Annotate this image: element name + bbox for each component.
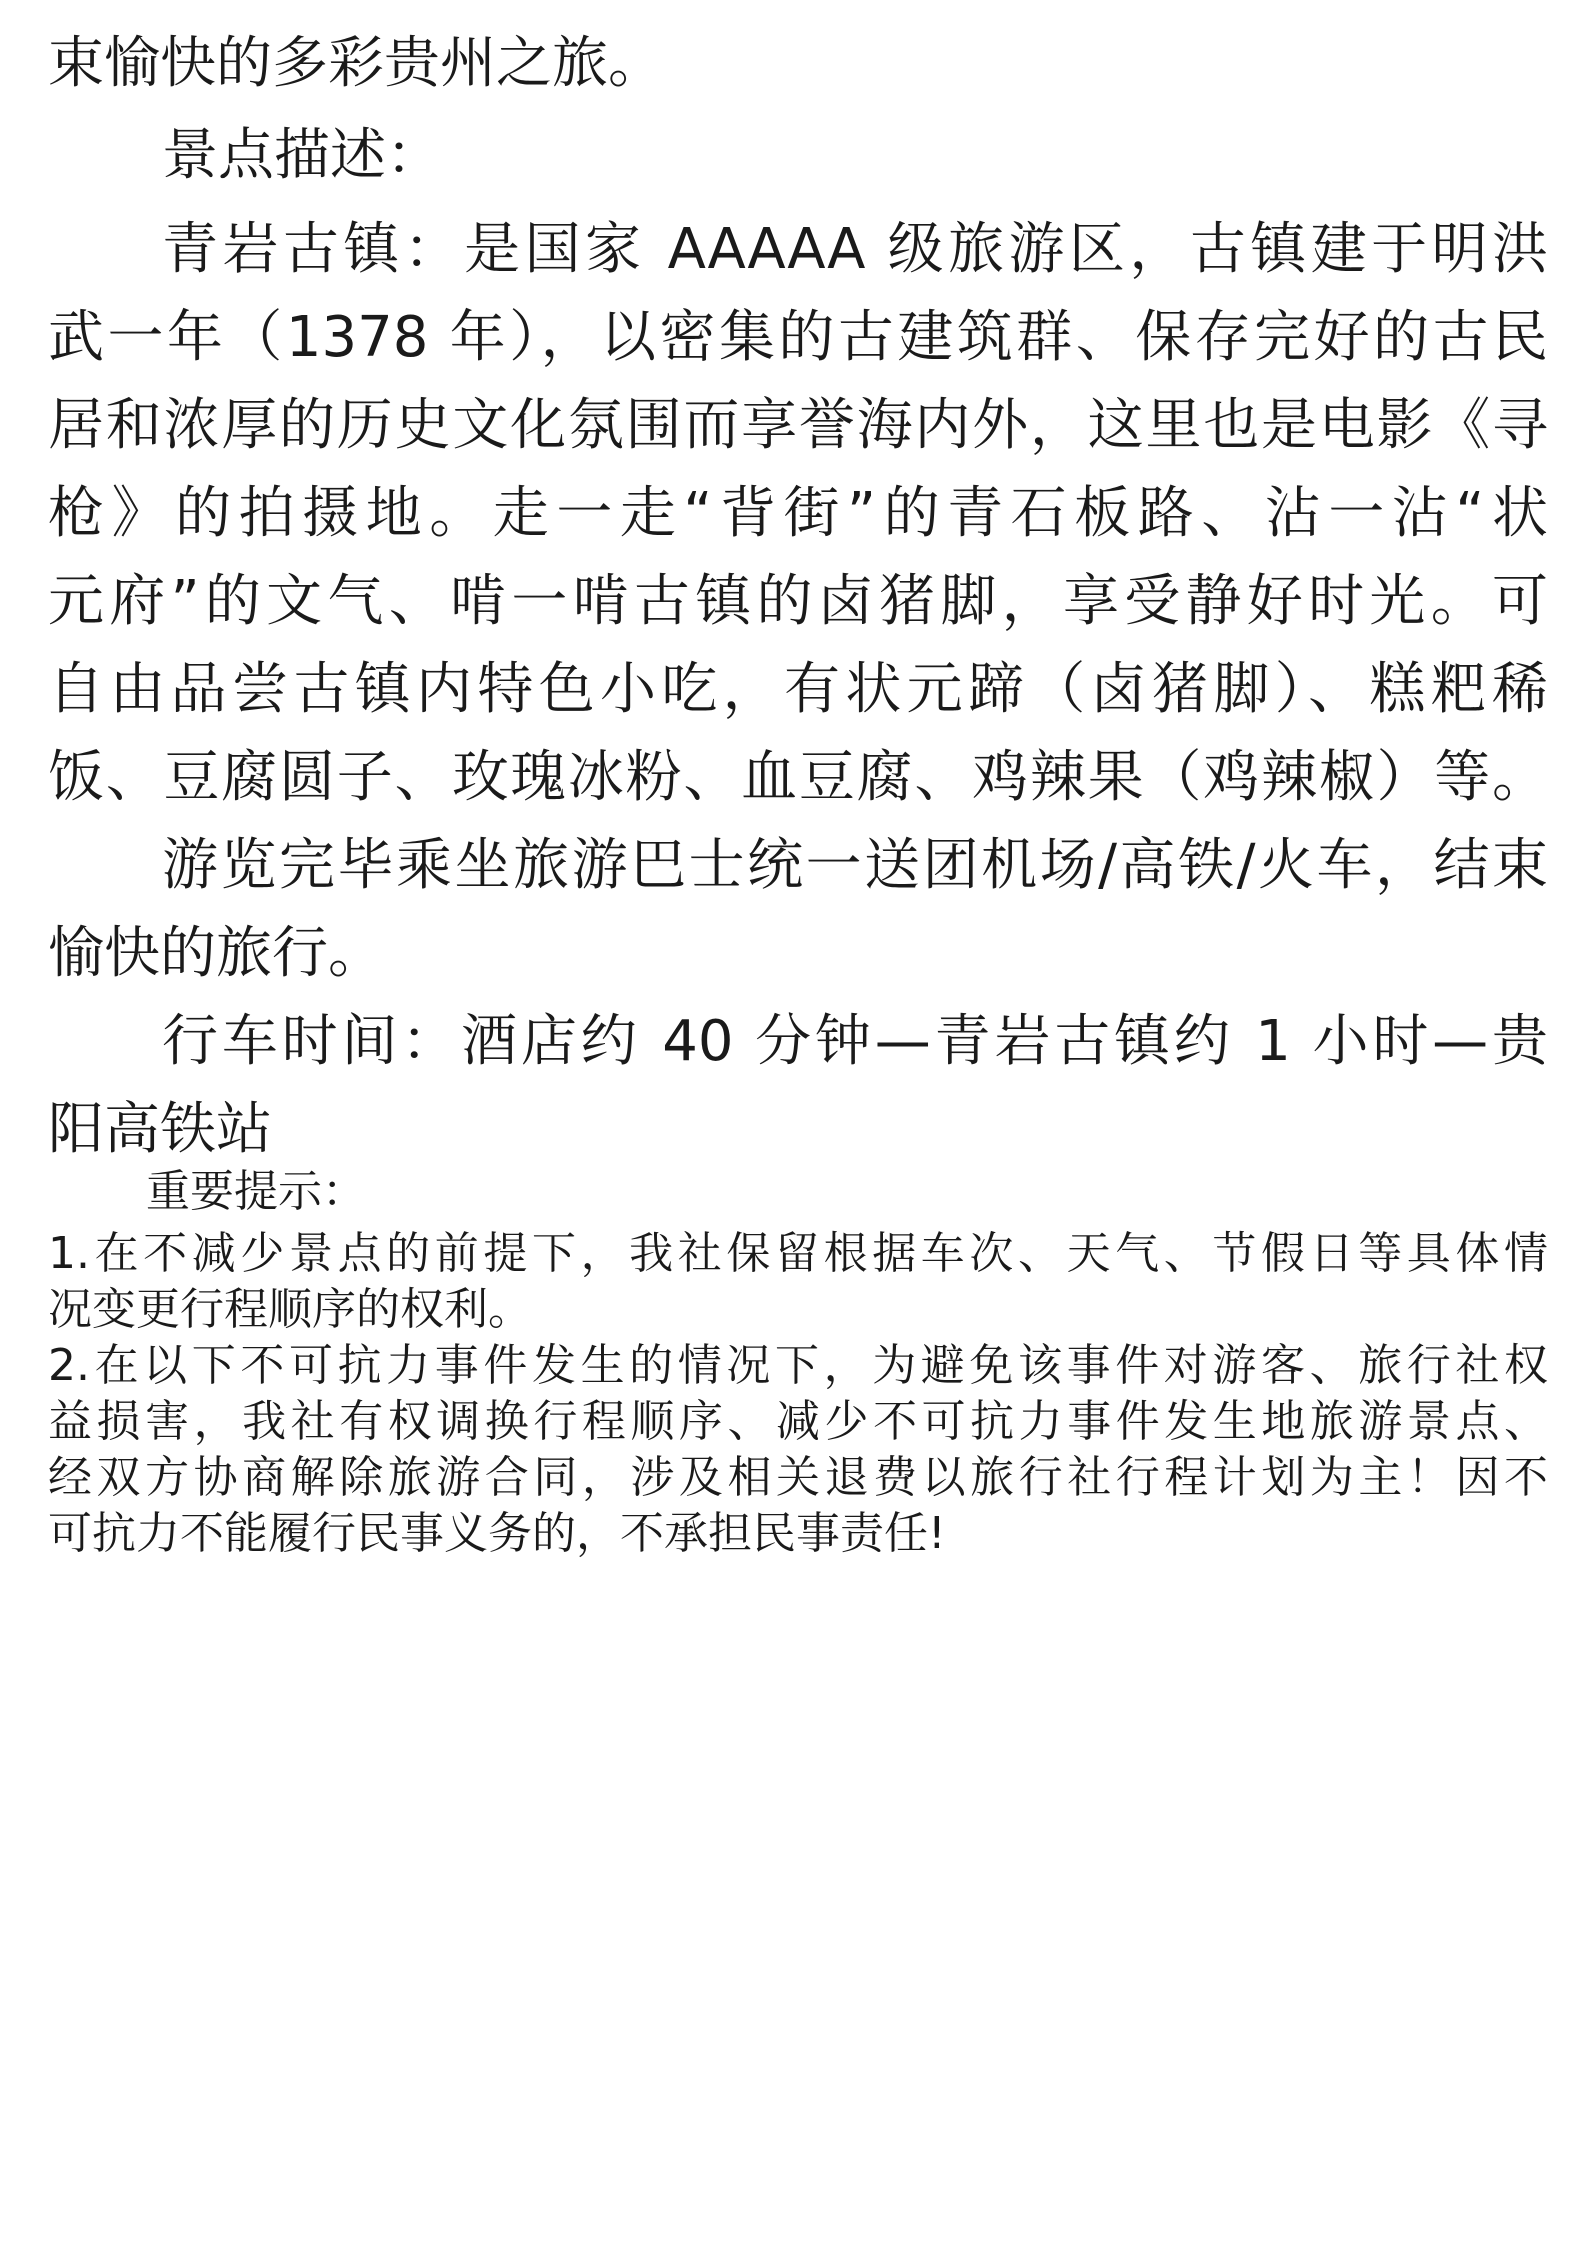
paragraph-line: 自由品尝古镇内特色小吃，有状元蹄（卤猪脚）、糕粑稀 — [48, 657, 1548, 722]
paragraph-line: 行车时间：酒店约 40 分钟—青岩古镇约 1 小时—贵 — [162, 1009, 1548, 1074]
section-heading: 景点描述： — [162, 123, 442, 188]
notice-line: 2.在以下不可抗力事件发生的情况下，为避免该事件对游客、旅行社权 — [48, 1340, 1548, 1391]
paragraph-line: 愉快的旅行。 — [48, 921, 384, 986]
paragraph-line: 元府”的文气、啃一啃古镇的卤猪脚，享受静好时光。可 — [48, 569, 1548, 634]
paragraph-line: 居和浓厚的历史文化氛围而享誉海内外，这里也是电影《寻 — [48, 393, 1548, 458]
paragraph-line: 枪》的拍摄地。走一走“背街”的青石板路、沾一沾“状 — [48, 481, 1548, 546]
paragraph-line: 游览完毕乘坐旅游巴士统一送团机场/高铁/火车，结束 — [162, 833, 1548, 898]
paragraph-line: 阳高铁站 — [48, 1097, 272, 1162]
notice-line: 况变更行程顺序的权利。 — [48, 1284, 532, 1335]
paragraph-line: 青岩古镇：是国家 AAAAA 级旅游区，古镇建于明洪 — [162, 217, 1548, 282]
notice-line: 可抗力不能履行民事义务的，不承担民事责任! — [48, 1508, 946, 1559]
notice-line: 经双方协商解除旅游合同，涉及相关退费以旅行社行程计划为主！因不 — [48, 1452, 1548, 1503]
paragraph-line: 饭、豆腐圆子、玫瑰冰粉、血豆腐、鸡辣果（鸡辣椒）等。 — [48, 745, 1548, 810]
paragraph-line: 束愉快的多彩贵州之旅。 — [48, 31, 664, 96]
notice-line: 1.在不减少景点的前提下，我社保留根据车次、天气、节假日等具体情 — [48, 1228, 1548, 1279]
notice-line: 益损害，我社有权调换行程顺序、减少不可抗力事件发生地旅游景点、 — [48, 1396, 1548, 1447]
notice-heading: 重要提示： — [146, 1166, 366, 1217]
paragraph-line: 武一年（1378 年），以密集的古建筑群、保存完好的古民 — [48, 305, 1548, 370]
